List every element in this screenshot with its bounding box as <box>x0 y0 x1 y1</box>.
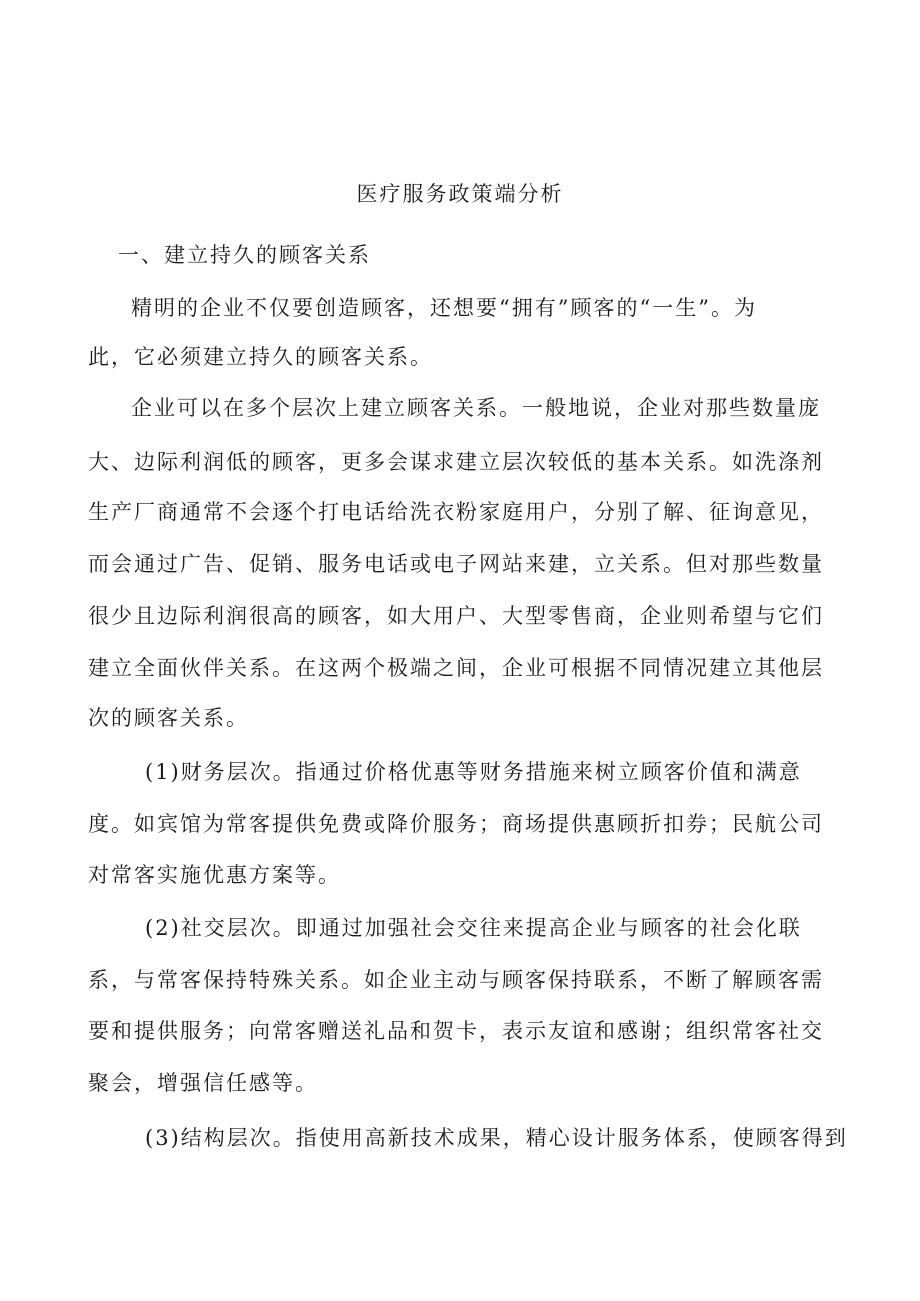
paragraph-3-line-2: 度。如宾馆为常客提供免费或降价服务；商场提供惠顾折扣券；民航公司 <box>88 812 824 836</box>
paragraph-3-line-1: (1)财务层次。指通过价格优惠等财务措施来树立顾客价值和满意 <box>145 760 802 784</box>
paragraph-1-line-2: 此，它必须建立持久的顾客关系。 <box>88 345 433 369</box>
paragraph-2-line-6: 建立全面伙伴关系。在这两个极端之间，企业可根据不同情况建立其他层 <box>88 656 824 680</box>
section-heading: 一、建立持久的顾客关系 <box>118 243 371 267</box>
page-title: 医疗服务政策端分析 <box>356 182 564 206</box>
paragraph-5-line-1: (3)结构层次。指使用高新技术成果，精心设计服务体系，使顾客得到 <box>145 1126 848 1150</box>
paragraph-4-line-2: 系，与常客保持特殊关系。如企业主动与顾客保持联系，不断了解顾客需 <box>88 968 824 992</box>
paragraph-3-line-3: 对常客实施优惠方案等。 <box>88 863 341 887</box>
paragraph-2-line-7: 次的顾客关系。 <box>88 706 249 730</box>
paragraph-2-line-2: 大、边际利润低的顾客，更多会谋求建立层次较低的基本关系。如洗涤剂 <box>88 450 824 474</box>
paragraph-2-line-1: 企业可以在多个层次上建立顾客关系。一般地说，企业对那些数量庞 <box>131 396 821 420</box>
paragraph-4-line-1: (2)社交层次。即通过加强社会交往来提高企业与顾客的社会化联 <box>145 916 802 940</box>
paragraph-1-line-1: 精明的企业不仅要创造顾客，还想要“拥有”顾客的“一生”。为 <box>131 296 757 320</box>
paragraph-4-line-4: 聚会，增强信任感等。 <box>88 1071 318 1095</box>
paragraph-2-line-5: 很少且边际利润很高的顾客，如大用户、大型零售商，企业则希望与它们 <box>88 604 824 628</box>
paragraph-4-line-3: 要和提供服务；向常客赠送礼品和贺卡，表示友谊和感谢；组织常客社交 <box>88 1019 824 1043</box>
paragraph-2-line-3: 生产厂商通常不会逐个打电话给洗衣粉家庭用户，分别了解、征询意见， <box>88 500 824 524</box>
paragraph-2-line-4: 而会通过广告、促销、服务电话或电子网站来建，立关系。但对那些数量 <box>88 552 824 576</box>
